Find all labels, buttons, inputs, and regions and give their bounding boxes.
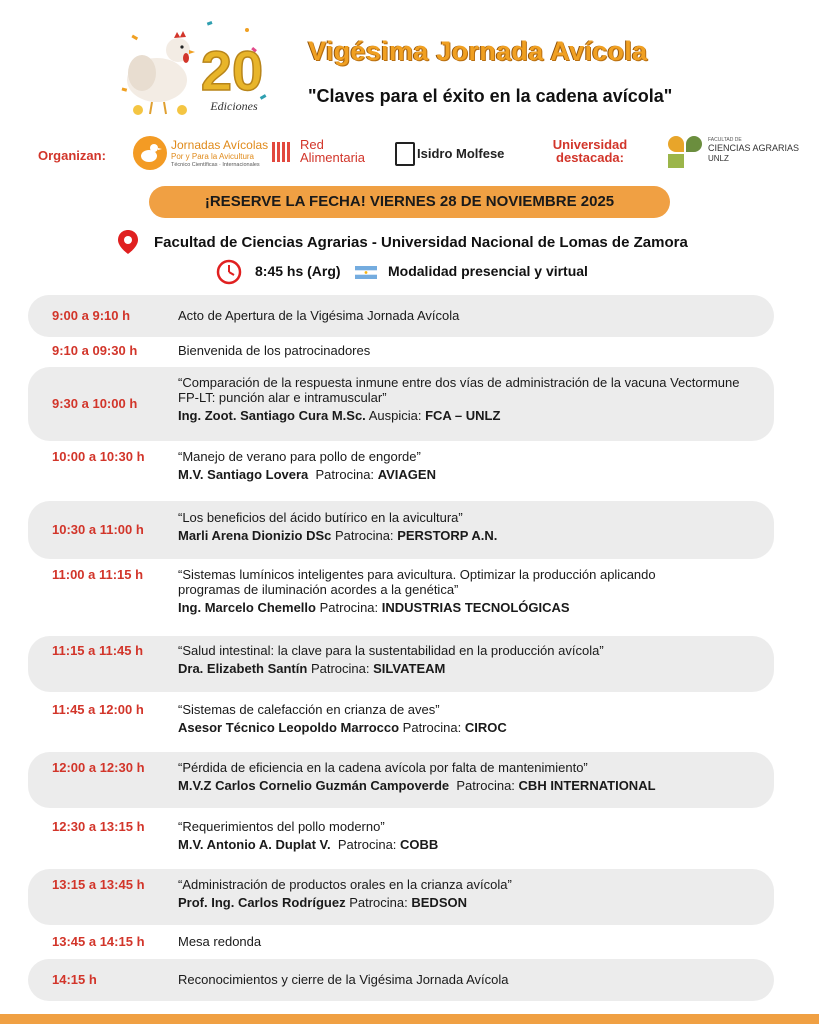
- speaker-name: Dra. Elizabeth Santín: [178, 661, 308, 676]
- jornadas-avicolas-logo: [133, 136, 269, 172]
- sponsor-role: Patrocina:: [402, 720, 462, 735]
- row-time: 13:45 a 14:15 h: [52, 934, 145, 949]
- event-title: Vigésima Jornada Avícola: [308, 36, 648, 66]
- row-time: 14:15 h: [52, 972, 97, 987]
- fca-shape: [668, 154, 684, 168]
- schedule-row: [28, 337, 774, 367]
- red-line1: Red: [300, 137, 324, 152]
- schedule-row: [28, 295, 774, 337]
- schedule-row: [28, 501, 774, 559]
- sponsor-role: Patrocina:: [456, 778, 515, 793]
- speaker-line: [178, 837, 758, 852]
- row-content: [178, 702, 758, 735]
- sponsor-role: Patrocina:: [310, 661, 370, 676]
- organizers-label: Organizan:: [38, 148, 106, 163]
- speaker-name: M.V. Santiago Lovera: [178, 467, 309, 482]
- isidro-molfese-logo: [395, 140, 520, 170]
- venue-text: Facultad de Ciencias Agrarias - Universidad Nacional de Lomas de Zamora: [154, 234, 688, 251]
- speaker-name: M.V.Z Carlos Cornelio Guzmán Campoverde: [178, 778, 450, 793]
- row-time: 13:15 a 13:45 h: [52, 877, 145, 892]
- clock-icon: [216, 259, 242, 285]
- isidro-text: Isidro Molfese: [417, 146, 505, 161]
- talk-title: “Administración de productos orales en la crianza avícola”: [178, 877, 512, 892]
- schedule-row: [28, 441, 774, 499]
- row-content: [178, 643, 758, 676]
- footer-bar: [0, 1014, 819, 1024]
- sponsor-name: INDUSTRIAS TECNOLÓGICAS: [381, 600, 570, 615]
- sponsor-name: BEDSON: [411, 895, 467, 910]
- fca-line2: CIENCIAS AGRARIAS: [708, 143, 800, 153]
- schedule-row: [28, 694, 774, 750]
- schedule-row: [28, 367, 774, 441]
- fca-line1: FACULTAD DE: [708, 137, 742, 143]
- row-time: 10:00 a 10:30 h: [52, 449, 145, 464]
- row-content: [178, 449, 758, 482]
- talk-title: “Manejo de verano para pollo de engorde”: [178, 449, 421, 464]
- speaker-line: [178, 528, 758, 543]
- talk-title: “Requerimientos del pollo moderno”: [178, 819, 385, 834]
- event-subtitle: "Claves para el éxito en la cadena avícola": [308, 86, 673, 106]
- sponsor-name: AVIAGEN: [377, 467, 436, 482]
- sponsor-role: Patrocina:: [349, 895, 408, 910]
- red-line2: Alimentaria: [300, 150, 366, 165]
- talk-title: “Comparación de la respuesta inmune entre dos vías de administración de la vacuna Vectormune FP-LT: punción alar e intramuscular”: [178, 375, 740, 405]
- talk-title: “Pérdida de eficiencia en la cadena avícola por falta de mantenimiento”: [178, 760, 588, 775]
- row-content: [178, 819, 758, 852]
- schedule-row: [28, 811, 774, 867]
- fca-unlz-logo: [668, 134, 808, 172]
- row-time: 12:00 a 12:30 h: [52, 760, 145, 775]
- schedule-row: [28, 959, 774, 1001]
- sponsor-name: CIROC: [464, 720, 507, 735]
- reserve-date-banner: ¡RESERVE LA FECHA! VIERNES 28 DE NOVIEMBRE 2025: [149, 186, 670, 218]
- speaker-name: Prof. Ing. Carlos Rodríguez: [178, 895, 346, 910]
- speaker-name: Asesor Técnico Leopoldo Marrocco: [178, 720, 400, 735]
- row-content: [178, 510, 758, 543]
- schedule-row: [28, 559, 774, 635]
- featured-university-label: [550, 138, 630, 164]
- sponsor-role: Patrocina:: [337, 837, 397, 852]
- speaker-line: [178, 600, 688, 615]
- speaker-name: Marli Arena Dionizio DSc: [178, 528, 332, 543]
- row-content: [178, 308, 758, 323]
- talk-title: Mesa redonda: [178, 934, 262, 949]
- chicken-icon: [133, 136, 167, 170]
- sponsor-role: Patrocina:: [319, 600, 379, 615]
- jornadas-line2: Por y Para la Avicultura: [171, 152, 255, 161]
- grid-icon: [272, 142, 292, 162]
- sponsor-role: Patrocina:: [315, 467, 375, 482]
- row-content: [178, 375, 758, 423]
- start-time: 8:45 hs (Arg): [255, 263, 341, 279]
- row-content: [178, 877, 758, 910]
- sponsor-name: SILVATEAM: [373, 661, 446, 676]
- row-time: 11:15 a 11:45 h: [52, 643, 144, 658]
- speaker-line: [178, 467, 758, 482]
- schedule-row: [28, 636, 774, 692]
- talk-title: “Salud intestinal: la clave para la sustentabilidad en la producción avícola”: [178, 643, 604, 658]
- speaker-line: [178, 408, 758, 423]
- univ-line1: Universidad: [552, 137, 628, 152]
- row-time: 9:10 a 09:30 h: [52, 343, 138, 358]
- talk-title: “Sistemas de calefacción en crianza de aves”: [178, 702, 440, 717]
- talk-title: Bienvenida de los patrocinadores: [178, 343, 371, 358]
- row-content: [178, 343, 758, 358]
- sponsor-name: COBB: [400, 837, 439, 852]
- location-pin-icon: [118, 230, 138, 254]
- row-time: 10:30 a 11:00 h: [52, 522, 144, 537]
- sponsor-name: FCA – UNLZ: [425, 408, 501, 423]
- row-content: [178, 972, 758, 987]
- fca-shape: [668, 136, 684, 152]
- univ-line2: destacada:: [556, 150, 624, 165]
- talk-title: Reconocimientos y cierre de la Vigésima Jornada Avícola: [178, 972, 509, 987]
- sponsor-name: PERSTORP A.N.: [397, 528, 498, 543]
- sponsor-name: CBH INTERNATIONAL: [518, 778, 656, 793]
- modality-text: Modalidad presencial y virtual: [388, 263, 588, 279]
- edition-logo: [112, 18, 272, 118]
- jornadas-line1: Jornadas Avícolas: [171, 138, 269, 152]
- row-time: 9:30 a 10:00 h: [52, 396, 138, 411]
- talk-title: Acto de Apertura de la Vigésima Jornada Avícola: [178, 308, 460, 323]
- row-time: 12:30 a 13:15 h: [52, 819, 145, 834]
- schedule-row: [28, 869, 774, 925]
- red-alimentaria-logo: [272, 138, 382, 168]
- speaker-line: [178, 661, 758, 676]
- book-icon: [395, 142, 415, 166]
- speaker-name: M.V. Antonio A. Duplat V.: [178, 837, 331, 852]
- svg-text:20: 20: [200, 39, 264, 102]
- row-time: 11:00 a 11:15 h: [52, 567, 144, 582]
- organizers-row: [0, 132, 819, 176]
- speaker-line: [178, 895, 758, 910]
- schedule-row: [28, 927, 774, 957]
- talk-title: “Los beneficios del ácido butírico en la avicultura”: [178, 510, 463, 525]
- speaker-line: [178, 720, 758, 735]
- argentina-flag-icon: [355, 266, 377, 279]
- red-alimentaria-text: [300, 138, 365, 164]
- row-content: [178, 934, 758, 949]
- speaker-name: Ing. Marcelo Chemello: [178, 600, 316, 615]
- sponsor-role: Patrocina:: [335, 528, 394, 543]
- talk-title: “Sistemas lumínicos inteligentes para avicultura. Optimizar la producción aplicando programas de iluminación acordes a la genética”: [178, 567, 656, 597]
- fca-shape: [686, 136, 702, 152]
- schedule-row: [28, 752, 774, 808]
- row-time: 11:45 a 12:00 h: [52, 702, 144, 717]
- jornadas-line3: Técnico Científicas · Internacionales: [171, 162, 260, 168]
- hen-icon: [112, 18, 272, 118]
- fca-line3: UNLZ: [708, 154, 729, 163]
- speaker-name: Ing. Zoot. Santiago Cura M.Sc.: [178, 408, 366, 423]
- sponsor-role: Auspicia:: [368, 408, 422, 423]
- speaker-line: [178, 778, 758, 793]
- row-time: 9:00 a 9:10 h: [52, 308, 131, 323]
- row-content: [178, 567, 688, 615]
- row-content: [178, 760, 758, 793]
- svg-text:Ediciones: Ediciones: [210, 99, 258, 113]
